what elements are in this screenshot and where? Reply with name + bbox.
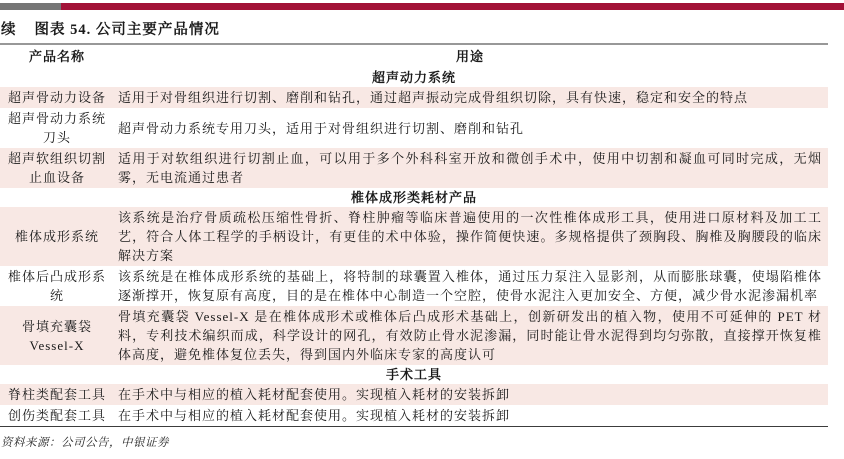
product-name-cell: 骨填充囊袋 Vessel-X [21, 318, 92, 353]
table-row [0, 108, 828, 148]
accent-bar-red-segment [61, 3, 844, 10]
product-name-cell: 超声骨动力系统刀头 [7, 111, 106, 145]
product-name-cell: 椎体成形系统 [14, 229, 99, 244]
table-row [0, 148, 828, 188]
table-row [0, 384, 828, 405]
product-name-cell: 创伤类配套工具 [7, 408, 106, 423]
top-accent-bar [0, 3, 844, 10]
table-row [0, 207, 828, 266]
product-name-cell: 超声软组织切割止血设备 [7, 151, 106, 185]
source-note: 资料来源：公司公告，中银证券 [1, 437, 169, 449]
continued-mark: 续 [1, 22, 17, 38]
section-header: 手术工具 [0, 365, 828, 384]
usage-cell: 在手术中与相应的植入耗材配套使用。实现植入耗材的安装拆卸 [118, 387, 511, 402]
usage-cell: 该系统是在椎体成形系统的基础上，将特制的球囊置入椎体，通过压力泵注入显影剂，从而膨胀球囊，使塌陷椎体逐渐撑开，恢复原有高度，目的是在椎体中心制造一个空腔，使骨水泥注入更加安全、方便，减少骨水泥渗漏机率 [118, 269, 822, 303]
usage-cell: 该系统是治疗骨质疏松压缩性骨折、脊柱肿瘤等临床普遍使用的一次性椎体成形工具，使用进口原材料及加工工艺，符合人体工程学的手柄设计，有更佳的术中体验，操作简便快速。多规格提供了颈胸段、胸椎及胸腰段的临床解决方案 [118, 210, 822, 263]
figure-title-row [1, 18, 844, 39]
column-header-usage: 用途 [455, 49, 484, 64]
section-header: 超声动力系统 [0, 68, 828, 87]
table-header-row [0, 45, 828, 68]
column-header-product-name: 产品名称 [28, 49, 85, 64]
product-name-cell: 脊柱类配套工具 [7, 387, 106, 402]
product-table [0, 43, 828, 427]
table-row [0, 266, 828, 306]
accent-bar-gray-segment [0, 3, 61, 10]
section-header: 椎体成形类耗材产品 [0, 188, 828, 207]
figure-title: 图表 54. 公司主要产品情况 [34, 22, 220, 38]
table-row [0, 405, 828, 426]
usage-cell: 骨填充囊袋 Vessel-X 是在椎体成形术或椎体后凸成形术基础上，创新研发出的植入物，使用不可延伸的 PET 材料，专利技术编织而成，科学设计的网孔，有效防止骨水泥渗漏，同时能让骨水泥得到均匀弥散，直接撑开恢复椎体高度，避免椎体复位丢失，得到国内外临床专家的高度认可 [118, 309, 822, 362]
usage-cell: 适用于对骨组织进行切割、磨削和钻孔，通过超声振动完成骨组织切除，具有快速，稳定和安全的特点 [118, 90, 749, 105]
table-row [0, 306, 828, 365]
usage-cell: 在手术中与相应的植入耗材配套使用。实现植入耗材的安装拆卸 [118, 408, 511, 423]
product-name-cell: 超声骨动力设备 [7, 90, 106, 105]
usage-cell: 超声骨动力系统专用刀头，适用于对骨组织进行切割、磨削和钻孔 [118, 120, 525, 136]
product-name-cell: 椎体后凸成形系统 [7, 269, 106, 303]
table-row [0, 87, 828, 108]
usage-cell: 适用于对软组织进行切割止血，可以用于多个外科科室开放和微创手术中，使用中切割和凝血可同时完成，无烟雾，无电流通过患者 [118, 151, 822, 185]
